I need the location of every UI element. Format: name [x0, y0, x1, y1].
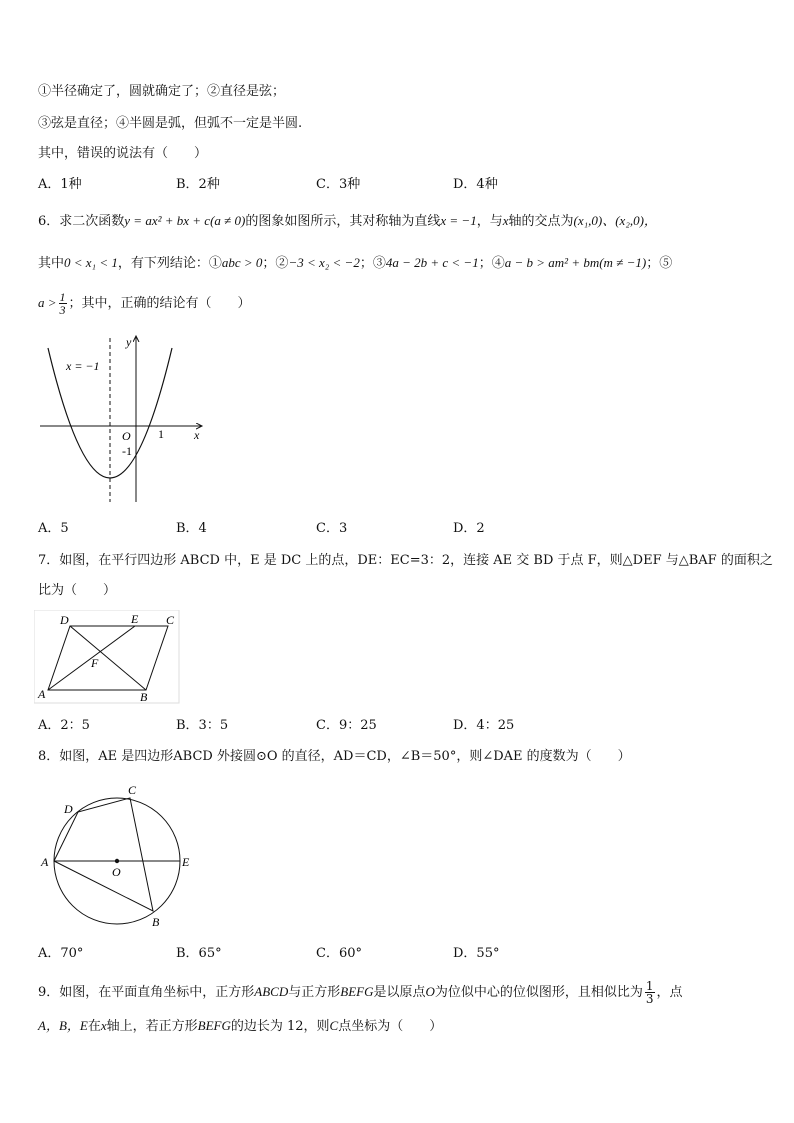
- q9-square-befg: BEFG: [340, 984, 374, 999]
- q6-text: ，有下列结论：①: [117, 256, 222, 271]
- q6-question: ；其中，正确的结论有（ ）: [68, 296, 251, 311]
- q6-conclusion-2: −3 < x₂ < −2: [288, 255, 360, 270]
- q6-line3: [38, 288, 251, 319]
- q6-axis-expr: x = −1: [440, 213, 477, 228]
- q5-statement-line1: ①半径确定了，圆就确定了；②直径是弦；: [38, 84, 286, 99]
- q9-point-c: C: [329, 1018, 339, 1033]
- q9-text: 是以原点: [373, 985, 426, 1000]
- q9-question: 点坐标为（ ）: [338, 1019, 443, 1034]
- q7-line2: 比为（ ）: [38, 583, 117, 598]
- label-c: C: [166, 613, 175, 627]
- q6-option-a: A．5: [38, 521, 69, 536]
- q6-conclusion-5: a >: [38, 295, 57, 310]
- q5-question: 其中，错误的说法有（ ）: [38, 146, 208, 161]
- y-axis-label: y: [126, 335, 132, 349]
- q6-fraction: [59, 291, 67, 316]
- q9-line2: [38, 1018, 442, 1035]
- label-a: A: [38, 687, 46, 701]
- label-b: B: [140, 690, 148, 704]
- symmetry-axis-label: x = −1: [66, 359, 100, 373]
- q6-text: ；④: [478, 256, 505, 271]
- q8-line1: 8．如图，AE 是四边形ABCD 外接圆⊙O 的直径，AD＝CD，∠B＝50°，则∠DAE 的度数为（ ）: [38, 749, 631, 764]
- q8-option-a: A．70°: [38, 946, 84, 961]
- q5-option-b: B．2种: [176, 177, 220, 192]
- q9-text: ，点: [656, 985, 683, 1000]
- q5-option-a: A．1种: [38, 177, 82, 192]
- fraction-denominator: 3: [645, 992, 654, 1006]
- q9-points: A，B，E: [38, 1018, 88, 1033]
- q7-line1: 7．如图，在平行四边形 ABCD 中，E 是 DC 上的点，DE：EC=3：2，连接 AE 交 BD 于点 F，则△DEF 与△BAF 的面积之: [38, 553, 773, 568]
- label-e: E: [131, 612, 139, 626]
- q9-origin: O: [425, 984, 435, 999]
- q9-x-var: x: [100, 1018, 107, 1033]
- fraction-denominator: 3: [59, 303, 66, 317]
- tick-label-neg1: -1: [122, 444, 132, 458]
- x-axis-label: x: [194, 428, 200, 442]
- label-a: A: [41, 855, 49, 869]
- q9-text: 的边长为 12，则: [230, 1019, 330, 1034]
- label-b: B: [152, 915, 160, 929]
- label-e: E: [182, 855, 190, 869]
- label-c: C: [128, 783, 137, 797]
- segment-bd: [70, 626, 146, 690]
- tick-label-1: 1: [158, 427, 164, 441]
- q6-text: 的图象如图所示，其对称轴为直线: [245, 214, 441, 229]
- q5-option-d: D．4种: [453, 177, 498, 192]
- q6-text: ，与: [476, 214, 503, 229]
- q5-statement-line2: ③弦是直径；④半圆是弧，但弧不一定是半圆.: [38, 116, 303, 131]
- q6-x-var: x: [502, 213, 509, 228]
- label-d: D: [64, 802, 73, 816]
- q6-text: ；③: [359, 256, 386, 271]
- q9-text: 在: [87, 1019, 101, 1034]
- q6-function-expr: y = ax² + bx + c(a ≠ 0): [124, 213, 246, 228]
- q8-circle-figure: [36, 780, 200, 930]
- q7-option-b: B．3：5: [176, 718, 229, 733]
- q8-option-c: C．60°: [316, 946, 362, 961]
- center-point: [115, 859, 119, 863]
- q9-square-befg: BEFG: [197, 1018, 231, 1033]
- fraction-numerator: 1: [645, 979, 654, 993]
- fraction-numerator: 1: [59, 290, 66, 304]
- q9-text: 9．如图，在平面直角坐标中，正方形: [38, 985, 255, 1000]
- q6-number-text: 6．求二次函数: [38, 214, 125, 229]
- q7-option-c: C．9：25: [316, 718, 377, 733]
- q6-conclusion-3: 4a − 2b + c < −1: [385, 255, 479, 270]
- q6-option-d: D．2: [453, 521, 485, 536]
- q6-option-c: C．3: [316, 521, 348, 536]
- q6-text: ；②: [262, 256, 289, 271]
- q9-text: 与正方形: [288, 985, 341, 1000]
- q9-text: 轴上，若正方形: [106, 1019, 198, 1034]
- q5-option-c: C．3种: [316, 177, 361, 192]
- q6-text: 轴的交点为: [508, 214, 574, 229]
- label-d: D: [60, 613, 69, 627]
- q7-option-a: A．2：5: [38, 718, 90, 733]
- q9-square-abcd: ABCD: [254, 984, 289, 999]
- q6-option-b: B．4: [176, 521, 207, 536]
- q8-option-d: D．55°: [453, 946, 500, 961]
- q9-line1: [38, 977, 683, 1008]
- q6-parabola-graph: [30, 330, 220, 510]
- q6-intersections: (x₁,0)、(x₂,0)，: [573, 213, 657, 228]
- origin-label: O: [122, 429, 131, 443]
- q6-x1-range: 0 < x₁ < 1: [64, 255, 118, 270]
- label-o: O: [112, 865, 121, 879]
- q6-line1: [38, 213, 657, 230]
- label-f: F: [91, 656, 99, 670]
- q6-conclusion-1: abc > 0: [221, 255, 263, 270]
- q6-conclusion-4: a − b > am² + bm(m ≠ −1): [504, 255, 647, 270]
- q6-line2: [38, 255, 672, 272]
- q7-option-d: D．4：25: [453, 718, 515, 733]
- q9-ratio-fraction: [645, 980, 655, 1005]
- q6-text: 其中: [38, 256, 65, 271]
- q8-option-b: B．65°: [176, 946, 222, 961]
- q7-parallelogram-figure: [34, 610, 180, 704]
- q6-text: ；⑤: [646, 256, 673, 271]
- q9-text: 为位似中心的位似图形，且相似比为: [434, 985, 643, 1000]
